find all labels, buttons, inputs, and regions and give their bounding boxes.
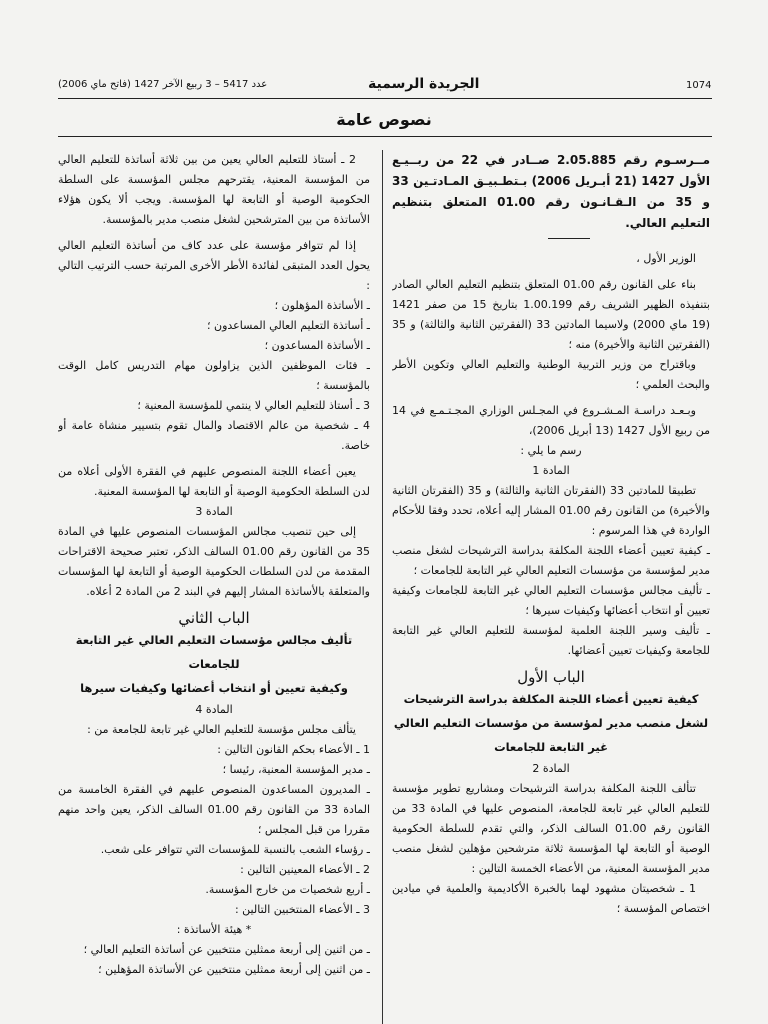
list-item: ـ أساتذة التعليم العالي المساعدون ؛ (207, 319, 370, 332)
title-separator (548, 238, 590, 239)
list-item: 1 ـ الأعضاء بحكم القانون التالين : (217, 743, 370, 756)
section-rule (58, 136, 712, 137)
article-heading: المادة 4 (195, 703, 233, 716)
header-rule (58, 98, 712, 99)
list-item: 1 ـ شخصيتان مشهود لهما بالخبرة الأكاديمية والعلمية في ميادين اختصاص المؤسسة ؛ (392, 882, 710, 915)
column-divider (382, 150, 383, 1024)
list-item: ـ من اثنين إلى أربعة ممثلين منتخبين عن الأساتذة المؤهلين ؛ (98, 963, 370, 976)
paragraph: إلى حين تنصيب مجالس المؤسسات المنصوص عليها في المادة 35 من القانون رقم 01.00 السالف الذكر، تعتبر صحيحة الاقتراحات المقدمة من لدن السلطات الحكومية الوصية أو التابعة لها المؤسسات والمتعلقة بالأساتذة المشار إليهم في البند 2 من المادة 2 أعلاه. (58, 525, 370, 598)
paragraph: وبـعـد دراسـة المـشـروع في المجـلس الوزاري المجـتـمـع في 14 من ربيع الأول 1427 (13 أبريل 2006)، (392, 404, 710, 437)
paragraph: تطبيقا للمادتين 33 (الفقرتان الثانية والثالثة) و 35 (الفقرتان الثانية والأخيرة) من القانون رقم 01.00 المشار إليه أعلاه، تحدد وفقا للأحكام الواردة في هذا المرسوم : (392, 484, 710, 537)
list-subheading: * هيئة الأساتذة : (176, 923, 252, 936)
list-item: ـ أربع شخصيات من خارج المؤسسة. (205, 883, 370, 896)
journal-title: الجريدة الرسمية (368, 76, 480, 92)
chapter-subtitle: غير التابعة للجامعات (494, 740, 608, 754)
list-item: 3 ـ الأعضاء المنتخبين التالين : (234, 903, 370, 916)
list-item: ـ رؤساء الشعب بالنسبة للمؤسسات التي تتوافر على شعب. (100, 843, 370, 856)
list-item: 3 ـ أستاذ للتعليم العالي لا ينتمي للمؤسسة المعنية ؛ (137, 399, 370, 412)
chapter-heading: الباب الثاني (178, 609, 250, 627)
article-heading: المادة 2 (532, 762, 570, 775)
paragraph: رسم ما يلي : (520, 444, 582, 457)
list-item: ـ مدير المؤسسة المعنية، رئيسا ؛ (222, 763, 370, 776)
chapter-subtitle: وكيفية تعيين أو انتخاب أعضائها وكيفيات سيرها (80, 681, 348, 695)
list-item: 2 ـ أستاذ للتعليم العالي يعين من بين ثلاثة أساتذة للتعليم العالي من المؤسسة المعنية، يقترحهم مجلس المؤسسة على السلطة الحكومية الوصية أو التابعة لها المؤسسة. ويجب ألا يكون هؤلاء الأساتذة من بين المترشحين لشغل منصب مدير بالمؤسسة. (58, 153, 370, 226)
chapter-subtitle: تأليف مجالس مؤسسات التعليم العالي غير التابعة للجامعات (75, 633, 353, 671)
list-item: ـ من اثنين إلى أربعة ممثلين منتخبين عن أساتذة التعليم العالي ؛ (83, 943, 370, 956)
list-item: ـ كيفية تعيين أعضاء اللجنة المكلفة بدراسة الترشيحات لشغل منصب مدير لمؤسسة من مؤسسات التعليم العالي غير التابعة للجامعات ؛ (392, 544, 710, 577)
list-item: 4 ـ شخصية من عالم الاقتصاد والمال تقوم بتسيير منشاة عامة أو خاصة. (58, 419, 370, 452)
paragraph: بناء على القانون رقم 01.00 المتعلق بتنظيم التعليم العالي الصادر بتنفيذه الظهير الشريف رقم 1.00.199 بتاريخ 15 من صفر 1421 (19 ماي 2000) ولاسيما المادتين 33 (الفقرتين الثانية والثالثة) و 35 (الفقرتين الثانية والأخيرة) منه ؛ (392, 278, 710, 351)
paragraph: تتألف اللجنة المكلفة بدراسة الترشيحات ومشاريع تطوير مؤسسة للتعليم العالي غير تابعة للجامعة، المنصوص عليها في المادة 33 من القانون رقم 01.00 السالف الذكر، والتي تقدم للسلطة الحكومية الوصية أو التابعة لها المؤسسة ثلاثة مترشحين مؤهلين لشغل منصب مدير المؤسسة المعنية، من الأعضاء الخمسة التالين : (392, 782, 710, 875)
article-heading: المادة 1 (532, 464, 570, 477)
article-heading: المادة 3 (195, 505, 233, 518)
chapter-subtitle: لشغل منصب مدير لمؤسسة من مؤسسات التعليم العالي (393, 716, 709, 730)
right-column (392, 150, 710, 1024)
decree-title: مــرسـوم رقم 2.05.885 صــادر في 22 من ربــيـع الأول 1427 (21 أبـريل 2006) بـتطـبيـق المـادتـين 33 و 35 من الـقـانـون رقم 01.00 المتعلق بتنظيم التعليم العالي. (392, 153, 710, 230)
paragraph: يتألف مجلس مؤسسة للتعليم العالي غير تابعة للجامعة من : (87, 723, 356, 736)
page-number: 1074 (686, 80, 712, 91)
left-column (58, 150, 370, 1024)
list-item: ـ فئات الموظفين الذين يزاولون مهام التدريس كامل الوقت بالمؤسسة ؛ (58, 359, 370, 392)
chapter-heading: الباب الأول (517, 668, 585, 686)
paragraph: وباقتراح من وزير التربية الوطنية والتعليم العالي وتكوين الأطر والبحث العلمي ؛ (392, 358, 710, 391)
list-item: 2 ـ الأعضاء المعينين التالين : (240, 863, 370, 876)
list-item: ـ الأساتذة المؤهلون ؛ (274, 299, 370, 312)
paragraph: إذا لم تتوافر مؤسسة على عدد كاف من أساتذة التعليم العالي يحول العدد المتبقى لفائدة الأطر الأخرى المرتبة حسب الترتيب التالي : (58, 239, 370, 292)
list-item: ـ الأساتذة المساعدون ؛ (264, 339, 370, 352)
list-item: ـ تأليف مجالس مؤسسات التعليم العالي غير التابعة للجامعات وكيفية تعيين أو انتخاب أعضائها وكيفيات سيرها ؛ (392, 584, 710, 617)
page-header (58, 76, 712, 96)
chapter-subtitle: كيفية تعيين أعضاء اللجنة المكلفة بدراسة الترشيحات (403, 692, 699, 706)
paragraph: يعين أعضاء اللجنة المنصوص عليهم في الفقرة الأولى أعلاه من لدن السلطة الحكومية الوصية أو التابعة لها المؤسسة المعنية. (58, 465, 370, 498)
section-title: نصوص عامة (336, 110, 432, 129)
issue-info: عدد 5417 – 3 ربيع الآخر 1427 (فاتح ماي 2006) (58, 79, 268, 90)
list-item: ـ تأليف وسير اللجنة العلمية لمؤسسة للتعليم العالي غير التابعة للجامعة وكيفيات تعيين أعضائها. (392, 624, 710, 657)
list-item: ـ المديرون المساعدون المنصوص عليهم في الفقرة الخامسة من المادة 33 من القانون رقم 01.00 السالف الذكر، يعين واحد منهم مقررا من قبل المجلس ؛ (58, 783, 370, 836)
paragraph: الوزير الأول ، (636, 252, 696, 265)
